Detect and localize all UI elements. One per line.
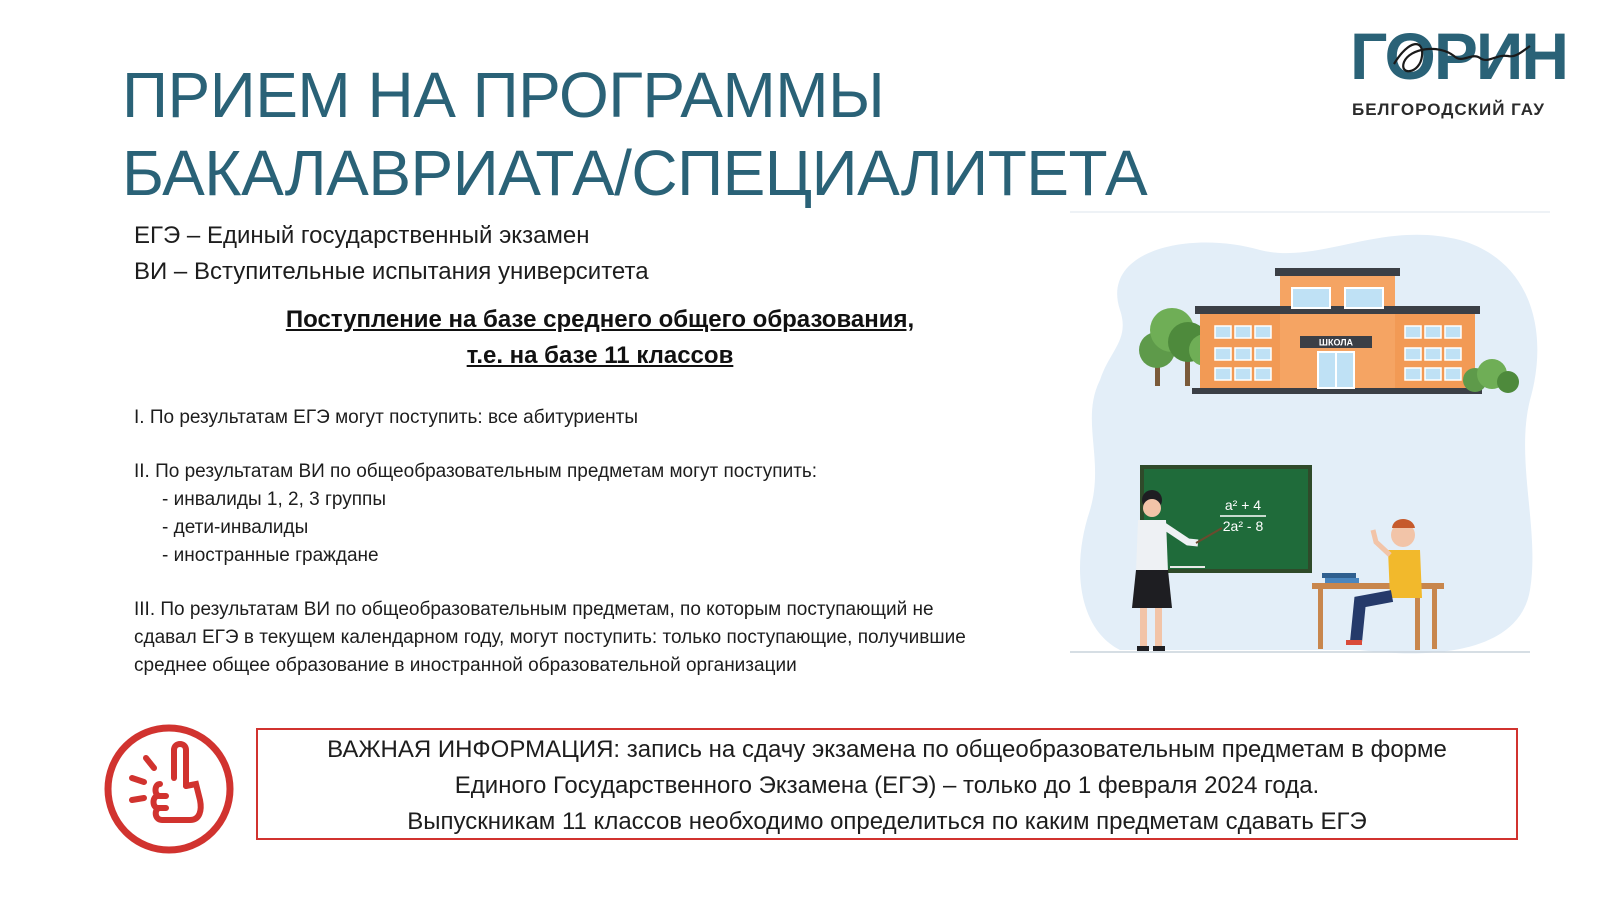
notice-line-1: ВАЖНАЯ ИНФОРМАЦИЯ: запись на сдачу экзамена по общеобразовательным предметам в форме xyxy=(327,736,1447,763)
section-3-line-3: среднее общее образование в иностранной образовательной организации xyxy=(134,655,797,676)
board-formula-numerator: a² + 4 xyxy=(1224,497,1262,513)
abbreviation-ege: ЕГЭ – Единый государственный экзамен xyxy=(134,222,590,249)
page-title-line-2: БАКАЛАВРИАТА/СПЕЦИАЛИТЕТА xyxy=(122,137,1148,209)
attention-hand-icon xyxy=(102,722,236,856)
admission-basis-line-1: Поступление на базе среднего общего образования, xyxy=(285,306,915,333)
section-3-line-1: III. По результатам ВИ по общеобразовательным предметам, по которым поступающий не xyxy=(134,599,934,620)
list-item: - дети-инвалиды xyxy=(162,517,309,538)
section-1 xyxy=(134,404,638,432)
page-title xyxy=(122,56,1172,212)
section-3-line-2: сдавал ЕГЭ в текущем календарном году, могут поступить: только поступающие, получившие xyxy=(134,627,966,648)
section-2 xyxy=(134,458,817,570)
notice-line-2: Единого Государственного Экзамена (ЕГЭ) – только до 1 февраля 2024 года. xyxy=(454,772,1320,799)
logo-wordmark: ГОРИН xyxy=(1350,19,1568,93)
notice-line-3: Выпускникам 11 классов необходимо определиться по каким предметам сдавать ЕГЭ xyxy=(407,808,1367,835)
admission-basis-heading xyxy=(180,302,1020,374)
admission-basis-line-2: т.е. на базе 11 классов xyxy=(466,342,734,369)
university-logo xyxy=(1350,19,1568,130)
list-item: - иностранные граждане xyxy=(162,545,379,566)
abbreviations xyxy=(134,218,649,290)
abbreviation-vi: ВИ – Вступительные испытания университета xyxy=(134,258,649,285)
school-sign-label: ШКОЛА xyxy=(1318,337,1354,348)
section-1-text: I. По результатам ЕГЭ могут поступить: все абитуриенты xyxy=(134,407,639,428)
logo-signature-icon xyxy=(1384,34,1534,84)
board-formula-denominator: 2a² - 8 xyxy=(1222,518,1264,534)
list-item: - инвалиды 1, 2, 3 группы xyxy=(162,489,386,510)
section-3 xyxy=(134,596,966,680)
page-title-line-1: ПРИЕМ НА ПРОГРАММЫ xyxy=(122,59,885,131)
logo-subtitle: БЕЛГОРОДСКИЙ ГАУ xyxy=(1352,100,1545,119)
school-illustration xyxy=(1060,210,1560,680)
important-notice xyxy=(256,728,1518,840)
section-2-heading: II. По результатам ВИ по общеобразовательным предметам могут поступить: xyxy=(134,461,818,482)
